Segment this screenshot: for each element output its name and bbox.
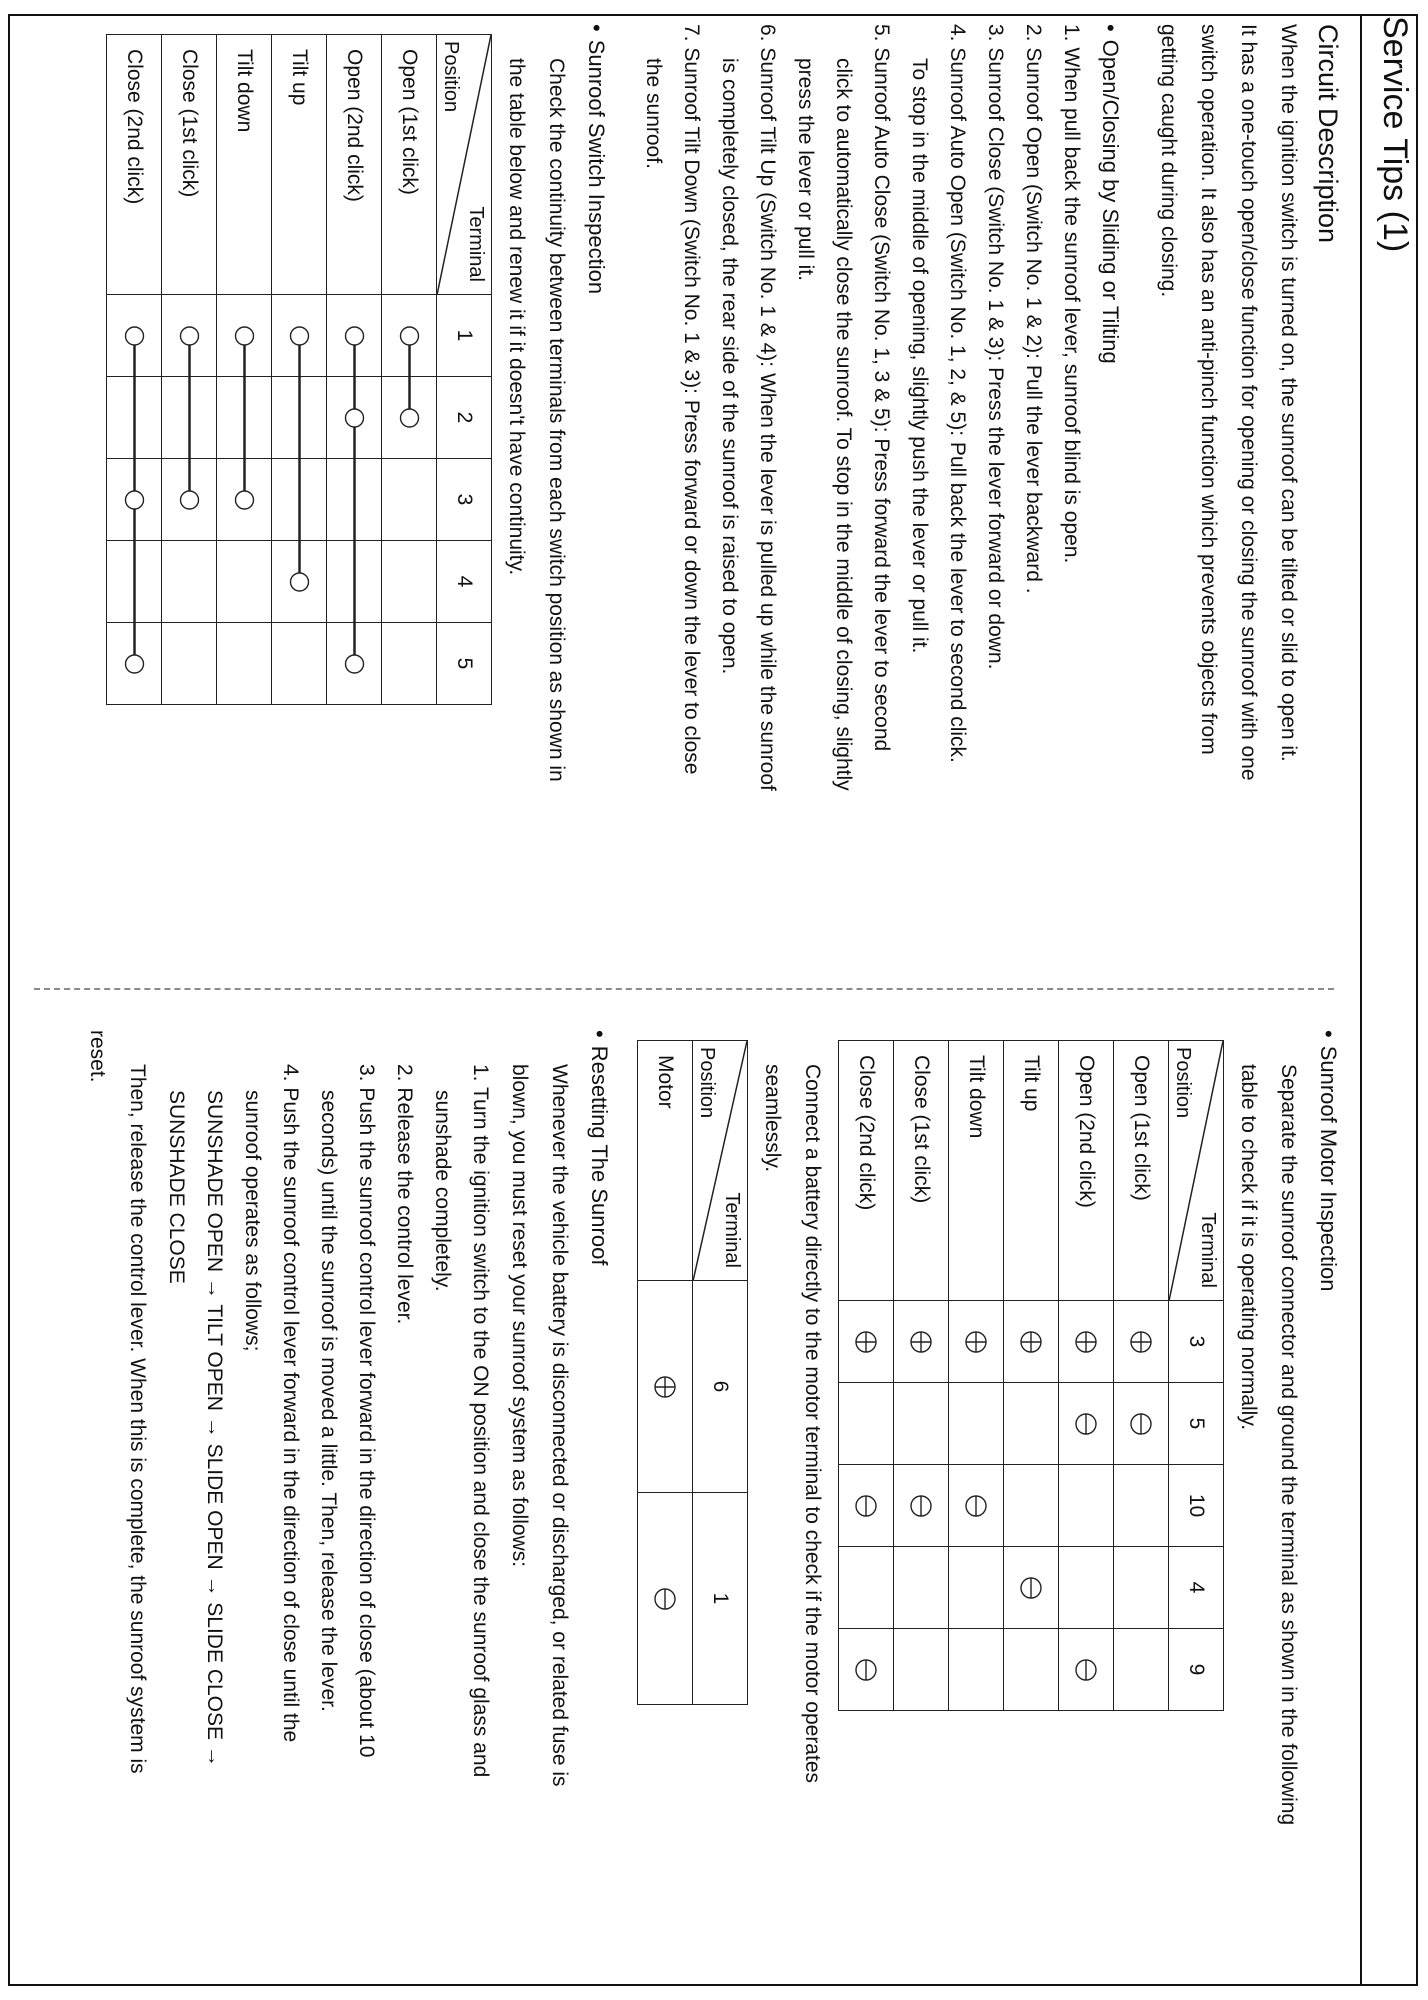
- open-close-item: click to automatically close the sunroof. To stop in the middle of closing, slightly: [832, 58, 855, 791]
- reset-item: 2. Release the control lever.: [393, 1064, 416, 1325]
- header-terminal: Terminal: [1197, 1212, 1219, 1288]
- terminal-header: 4: [437, 541, 492, 623]
- open-close-item: press the lever or pull it.: [794, 58, 817, 281]
- terminal-cell: [327, 295, 382, 377]
- terminal-cell: [382, 295, 437, 377]
- terminal-cell: [162, 295, 217, 377]
- table-row: [272, 35, 327, 705]
- terminal-cell: [839, 1547, 894, 1629]
- open-close-item: 1. When pull back the sunroof lever, sunroof blind is open.: [1060, 24, 1083, 564]
- reset-item: sunshade completely.: [431, 1090, 454, 1292]
- title-rule: [1360, 14, 1362, 1986]
- table-row: [1059, 1041, 1114, 1711]
- terminal-cell: [894, 1301, 949, 1383]
- circuit-line: getting caught during closing.: [1157, 24, 1180, 298]
- terminal-cell: [217, 295, 272, 377]
- minus-circle-icon: [1074, 1658, 1098, 1682]
- plus-circle-icon: [1074, 1330, 1098, 1354]
- open-close-item: 7. Sunroof Tilt Down (Switch No. 1 & 3): Press forward or down the lever to close: [680, 24, 703, 775]
- terminal-cell: [382, 377, 437, 459]
- terminal-cell: [272, 377, 327, 459]
- table-row: [327, 35, 382, 705]
- motor-inspection-table: [838, 1040, 1224, 1711]
- terminal-cell: [162, 459, 217, 541]
- motor-inspection-heading: • Sunroof Motor Inspection: [1308, 1030, 1348, 1980]
- terminal-header: 3: [1169, 1301, 1224, 1383]
- position-cell: Close (1st click): [162, 35, 217, 295]
- reset-item: sunroof operates as follows;: [241, 1090, 264, 1352]
- reset-line: blown, you must reset your sunroof system as follows:: [508, 1064, 531, 1568]
- header-position: Position: [440, 41, 462, 113]
- terminal-cell: [382, 623, 437, 705]
- terminal-header: 6: [693, 1281, 748, 1493]
- reset-closing-line: reset.: [86, 1030, 109, 1083]
- terminal-cell: [217, 623, 272, 705]
- table-row: [107, 35, 162, 705]
- terminal-cell: [1059, 1629, 1114, 1711]
- table-row: [839, 1041, 894, 1711]
- terminal-cell: [894, 1465, 949, 1547]
- header-terminal: Terminal: [465, 206, 487, 282]
- position-cell: Close (1st click): [894, 1041, 949, 1301]
- terminal-cell: [894, 1547, 949, 1629]
- right-column: [77, 1030, 1348, 1980]
- table-row: [894, 1041, 949, 1711]
- motor-note-line: Connect a battery directly to the motor terminal to check if the motor operates: [801, 1064, 824, 1784]
- terminal-cell: [949, 1465, 1004, 1547]
- terminal-cell: [107, 295, 162, 377]
- minus-circle-icon: [1074, 1412, 1098, 1436]
- position-cell: Open (2nd click): [327, 35, 382, 295]
- open-close-item: 5. Sunroof Auto Close (Switch No. 1, 3 & 5): Press forward the lever to second: [870, 24, 893, 752]
- terminal-cell: [272, 295, 327, 377]
- header-position: Position: [696, 1047, 718, 1119]
- open-close-item: 4. Sunroof Auto Open (Switch No. 1, 2, & 5): Pull back the lever to second click.: [946, 24, 969, 763]
- terminal-cell: [638, 1493, 693, 1705]
- column-divider: [34, 988, 1334, 990]
- table-header-row: [1169, 1041, 1224, 1711]
- position-cell: Tilt up: [1004, 1041, 1059, 1301]
- motor-inspection-line: Separate the sunroof connector and ground the terminal as shown in the following: [1277, 1064, 1300, 1826]
- table-row: [217, 35, 272, 705]
- reset-heading: • Resetting The Sunroof: [579, 1030, 619, 1980]
- terminal-cell: [217, 377, 272, 459]
- terminal-cell: [327, 623, 382, 705]
- circuit-heading: Circuit Description: [1313, 24, 1343, 244]
- table-header-row: [437, 35, 492, 705]
- terminal-cell: [1114, 1383, 1169, 1465]
- table-row: [1004, 1041, 1059, 1711]
- terminal-cell: [839, 1383, 894, 1465]
- terminal-cell: [839, 1301, 894, 1383]
- terminal-cell: [839, 1465, 894, 1547]
- diagonal-header-cell: [1169, 1041, 1224, 1301]
- terminal-cell: [107, 459, 162, 541]
- position-cell: Open (2nd click): [1059, 1041, 1114, 1301]
- terminal-cell: [839, 1629, 894, 1711]
- open-close-item: the sunroof.: [642, 58, 665, 169]
- minus-circle-icon: [653, 1587, 677, 1611]
- position-cell: Tilt down: [217, 35, 272, 295]
- terminal-header: 4: [1169, 1547, 1224, 1629]
- switch-continuity-table: [106, 34, 492, 705]
- terminal-cell: [1059, 1465, 1114, 1547]
- motor-inspection-line: table to check if it is operating normally.: [1237, 1064, 1260, 1431]
- header-position: Position: [1172, 1047, 1194, 1119]
- minus-circle-icon: [909, 1494, 933, 1518]
- terminal-cell: [107, 623, 162, 705]
- table-row: [949, 1041, 1004, 1711]
- terminal-cell: [1004, 1301, 1059, 1383]
- plus-circle-icon: [964, 1330, 988, 1354]
- open-close-heading: • Open/Closing by Sliding or Tilting: [1090, 24, 1130, 974]
- terminal-header: 1: [437, 295, 492, 377]
- terminal-cell: [107, 377, 162, 459]
- table-header-row: [693, 1041, 748, 1705]
- terminal-cell: [638, 1281, 693, 1493]
- terminal-cell: [162, 541, 217, 623]
- left-column: [106, 24, 1348, 974]
- position-cell: Tilt up: [272, 35, 327, 295]
- terminal-cell: [949, 1629, 1004, 1711]
- terminal-header: 3: [437, 459, 492, 541]
- position-cell: Motor: [638, 1041, 693, 1281]
- terminal-cell: [1059, 1547, 1114, 1629]
- terminal-header: 9: [1169, 1629, 1224, 1711]
- terminal-cell: [894, 1629, 949, 1711]
- circuit-line: switch operation. It also has an anti-pinch function which prevents objects from: [1197, 24, 1220, 755]
- terminal-cell: [382, 541, 437, 623]
- terminal-cell: [1004, 1547, 1059, 1629]
- page-title: Service Tips (1): [1376, 16, 1414, 253]
- terminal-cell: [949, 1547, 1004, 1629]
- minus-circle-icon: [1129, 1412, 1153, 1436]
- terminal-cell: [382, 459, 437, 541]
- table-row: [638, 1041, 693, 1705]
- plus-circle-icon: [1129, 1330, 1153, 1354]
- reset-item: SUNSHADE OPEN → TILT OPEN → SLIDE OPEN → SLIDE CLOSE →: [203, 1090, 226, 1767]
- minus-circle-icon: [1019, 1576, 1043, 1600]
- reset-item: 3. Push the sunroof control lever forward in the direction of close (about 10: [355, 1064, 378, 1758]
- open-close-item: To stop in the middle of opening, slightly push the lever or pull it.: [908, 58, 931, 654]
- terminal-header: 5: [437, 623, 492, 705]
- position-cell: Tilt down: [949, 1041, 1004, 1301]
- terminal-cell: [327, 541, 382, 623]
- table-row: [162, 35, 217, 705]
- plus-circle-icon: [653, 1375, 677, 1399]
- open-close-item: is completely closed, the rear side of the sunroof is raised to open.: [718, 58, 741, 675]
- plus-circle-icon: [1019, 1330, 1043, 1354]
- switch-inspection-line: the table below and renew it if it doesn't have continuity.: [505, 58, 528, 576]
- terminal-cell: [1004, 1629, 1059, 1711]
- open-close-item: 3. Sunroof Close (Switch No. 1 & 3): Press the lever forward or down.: [984, 24, 1007, 670]
- diagonal-header-cell: [437, 35, 492, 295]
- open-close-item: 2. Sunroof Open (Switch No. 1 & 2): Pull the lever backward .: [1022, 24, 1045, 594]
- reset-item: 1. Turn the ignition switch to the ON position and close the sunroof glass and: [469, 1064, 492, 1778]
- plus-circle-icon: [909, 1330, 933, 1354]
- table-row: [382, 35, 437, 705]
- reset-item: SUNSHADE CLOSE: [165, 1090, 188, 1284]
- terminal-cell: [217, 459, 272, 541]
- switch-inspection-line: Check the continuity between terminals from each switch position as shown in: [545, 58, 568, 782]
- terminal-cell: [162, 377, 217, 459]
- reset-item: 4. Push the sunroof control lever forward in the direction of close until the: [279, 1064, 302, 1743]
- circuit-line: When the ignition switch is turned on, the sunroof can be tilted or slid to open it.: [1277, 24, 1300, 762]
- position-cell: Open (1st click): [382, 35, 437, 295]
- minus-circle-icon: [854, 1658, 878, 1682]
- motor-note-line: seamlessly.: [761, 1064, 784, 1173]
- plus-circle-icon: [854, 1330, 878, 1354]
- terminal-cell: [1059, 1383, 1114, 1465]
- position-cell: Close (2nd click): [839, 1041, 894, 1301]
- position-cell: Open (1st click): [1114, 1041, 1169, 1301]
- terminal-cell: [1114, 1465, 1169, 1547]
- motor-battery-table: [637, 1040, 748, 1705]
- reset-item: seconds) until the sunroof is moved a little. Then, release the lever.: [317, 1090, 340, 1712]
- reset-closing-line: Then, release the control lever. When this is complete, the sunroof system is: [126, 1064, 149, 1774]
- terminal-cell: [327, 377, 382, 459]
- minus-circle-icon: [964, 1494, 988, 1518]
- terminal-cell: [1004, 1465, 1059, 1547]
- terminal-cell: [217, 541, 272, 623]
- terminal-header: 1: [693, 1493, 748, 1705]
- position-cell: Close (2nd click): [107, 35, 162, 295]
- reset-line: Whenever the vehicle battery is disconnected or discharged, or related fuse is: [548, 1064, 571, 1787]
- terminal-cell: [894, 1383, 949, 1465]
- minus-circle-icon: [854, 1494, 878, 1518]
- terminal-cell: [272, 541, 327, 623]
- open-close-item: 6. Sunroof Tilt Up (Switch No. 1 & 4): When the lever is pulled up while the sunroof: [756, 24, 779, 791]
- switch-table-wrap: [106, 34, 492, 974]
- terminal-cell: [1114, 1301, 1169, 1383]
- motor-table-wrap: [838, 1040, 1224, 1980]
- header-terminal: Terminal: [721, 1192, 743, 1268]
- table-row: [1114, 1041, 1169, 1711]
- terminal-cell: [327, 459, 382, 541]
- circuit-line: It has a one-touch open/close function for opening or closing the sunroof with one: [1237, 24, 1260, 781]
- terminal-header: 5: [1169, 1383, 1224, 1465]
- terminal-cell: [162, 623, 217, 705]
- terminal-cell: [1059, 1301, 1114, 1383]
- terminal-cell: [272, 623, 327, 705]
- terminal-cell: [107, 541, 162, 623]
- switch-inspection-heading: • Sunroof Switch Inspection: [576, 24, 616, 974]
- terminal-cell: [949, 1383, 1004, 1465]
- terminal-header: 2: [437, 377, 492, 459]
- terminal-cell: [1114, 1547, 1169, 1629]
- diagonal-header-cell: [693, 1041, 748, 1281]
- terminal-cell: [272, 459, 327, 541]
- terminal-cell: [1114, 1629, 1169, 1711]
- terminal-cell: [949, 1301, 1004, 1383]
- terminal-cell: [1004, 1383, 1059, 1465]
- motor-battery-table-wrap: [637, 1040, 748, 1980]
- terminal-header: 10: [1169, 1465, 1224, 1547]
